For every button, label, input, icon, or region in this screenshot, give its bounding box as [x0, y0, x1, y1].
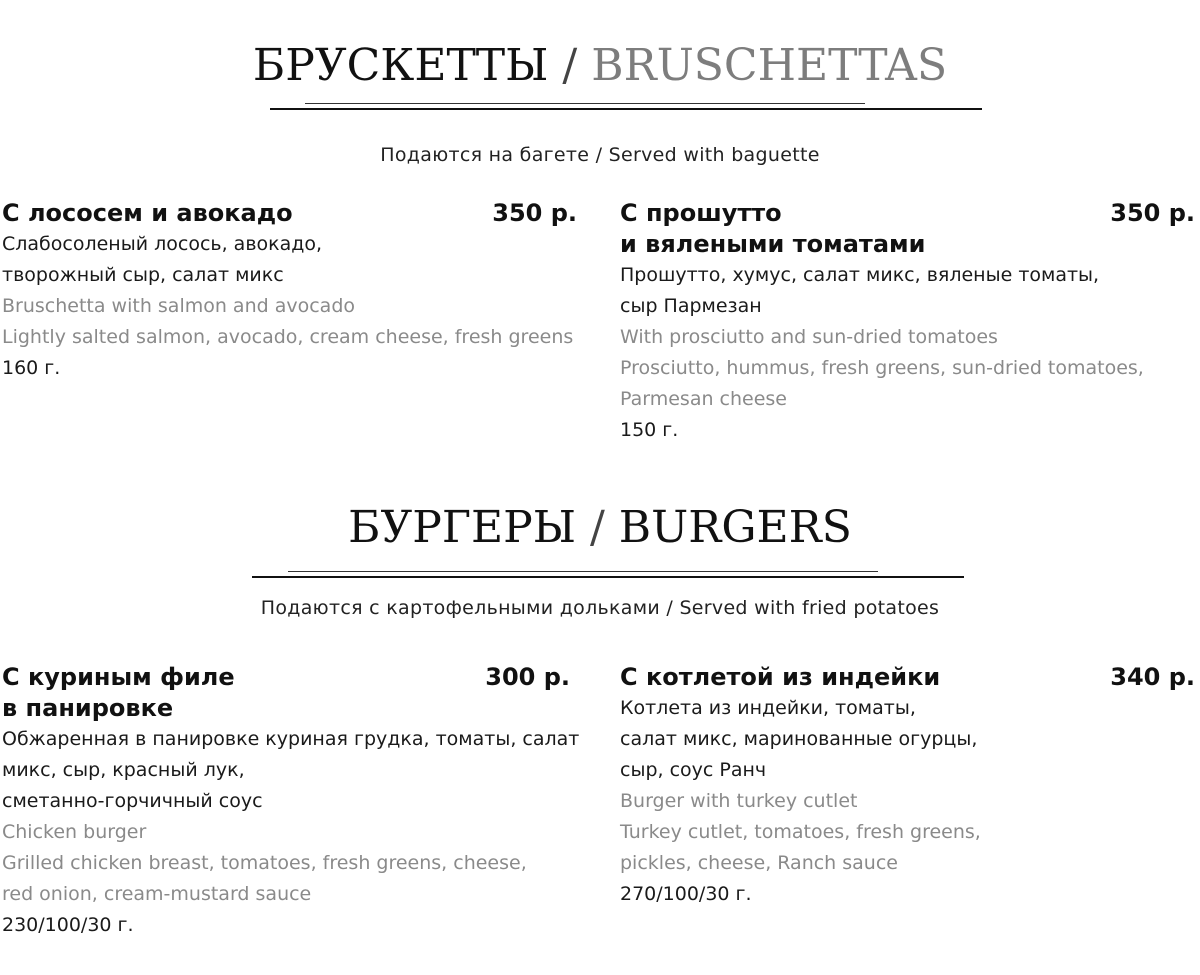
item-description-en: Grilled chicken breast, tomatoes, fresh greens, cheese, — [2, 852, 527, 874]
subtitle-ru: Подаются с картофельными дольками — [260, 597, 661, 619]
subtitle-sep: / — [589, 144, 609, 166]
item-name: в панировке — [2, 694, 174, 722]
item-description-ru: Прошутто, хумус, салат микс, вяленые томаты, — [620, 264, 1100, 286]
item-price: 300 р. — [485, 663, 570, 691]
item-name-en: Chicken burger — [2, 821, 147, 843]
title-slash: / — [548, 40, 592, 91]
item-description-ru: микс, сыр, красный лук, — [2, 759, 245, 781]
item-description-en: Prosciutto, hummus, fresh greens, sun-dried tomatoes, — [620, 357, 1144, 379]
subtitle-en: Served with fried potatoes — [679, 597, 940, 619]
section-title-en: BURGERS — [618, 502, 852, 553]
item-description-ru: Обжаренная в панировке куриная грудка, томаты, салат — [2, 728, 580, 750]
item-price: 350 р. — [492, 199, 577, 227]
item-name: С прошутто — [620, 199, 782, 227]
item-name-en: Burger with turkey cutlet — [620, 790, 858, 812]
title-slash: / — [576, 502, 619, 553]
item-name: С куриным филе — [2, 663, 235, 691]
item-price: 340 р. — [1110, 663, 1195, 691]
item-name-en: With prosciutto and sun-dried tomatoes — [620, 326, 998, 348]
section-title-burgers — [0, 502, 1200, 553]
item-description-en: Parmesan cheese — [620, 388, 788, 410]
section-title-ru: БРУСКЕТТЫ — [252, 40, 549, 91]
item-description-ru: салат микс, маринованные огурцы, — [620, 728, 978, 750]
item-name: С лососем и авокадо — [2, 199, 293, 227]
item-description-en: pickles, cheese, Ranch sauce — [620, 852, 898, 874]
item-description-ru: творожный сыр, салат микс — [2, 264, 284, 286]
menu-item — [620, 198, 1195, 446]
section-title-bruschettas — [0, 40, 1200, 91]
subtitle-sep: / — [660, 597, 680, 619]
item-description-ru: сметанно-горчичный соус — [2, 790, 263, 812]
item-name: С котлетой из индейки — [620, 663, 941, 691]
title-underline-accent — [288, 571, 878, 572]
title-underline — [270, 108, 982, 110]
item-weight: 230/100/30 г. — [2, 914, 134, 936]
item-description-ru: сыр Пармезан — [620, 295, 762, 317]
item-description-ru: сыр, соус Ранч — [620, 759, 767, 781]
title-underline-accent — [305, 103, 865, 104]
subtitle-ru: Подаются на багете — [380, 144, 590, 166]
section-subtitle — [0, 144, 1200, 166]
item-description-en: Lightly salted salmon, avocado, cream cheese, fresh greens — [2, 326, 574, 348]
title-underline — [252, 576, 964, 578]
section-title-ru: БУРГЕРЫ — [348, 502, 576, 553]
menu-item — [620, 662, 1195, 910]
item-name: и вялеными томатами — [620, 230, 926, 258]
item-price: 350 р. — [1110, 199, 1195, 227]
menu-item — [2, 198, 577, 384]
section-subtitle — [0, 597, 1200, 619]
item-weight: 160 г. — [2, 357, 61, 379]
item-description-ru: Котлета из индейки, томаты, — [620, 697, 916, 719]
subtitle-en: Served with baguette — [608, 144, 820, 166]
item-weight: 150 г. — [620, 419, 679, 441]
item-weight: 270/100/30 г. — [620, 883, 752, 905]
item-description-en: Turkey cutlet, tomatoes, fresh greens, — [620, 821, 981, 843]
section-title-en: BRUSCHETTAS — [591, 40, 948, 91]
menu-item — [2, 662, 580, 941]
item-name-en: Bruschetta with salmon and avocado — [2, 295, 356, 317]
item-description-en: red onion, cream-mustard sauce — [2, 883, 312, 905]
item-description-ru: Слабосоленый лосось, авокадо, — [2, 233, 323, 255]
